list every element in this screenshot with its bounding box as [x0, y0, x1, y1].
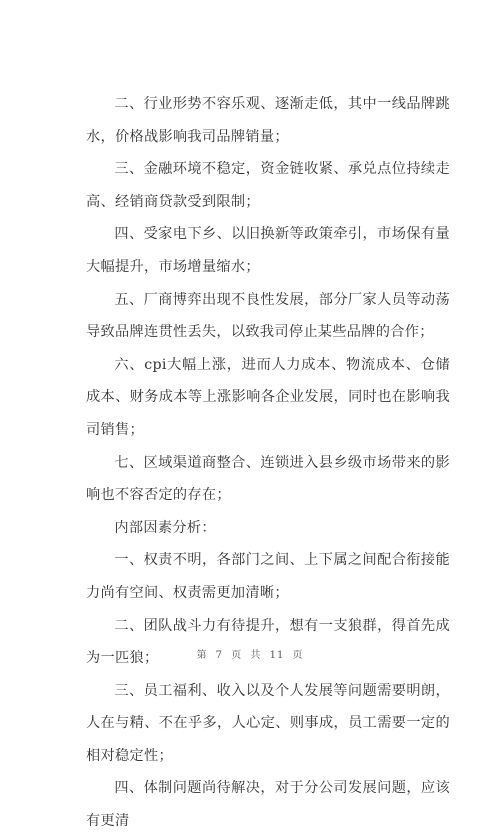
section-heading-internal-factors: 内部因素分析：: [114, 519, 216, 536]
paragraph-channel-integration: 七、区域渠道商整合、连锁进入县乡级市场带来的影响也不容否定的存在；: [86, 454, 450, 504]
document-body: [86, 88, 450, 838]
paragraph-policy-impact: 四、受家电下乡、以旧换新等政策牵引，市场保有量大幅提升，市场增量缩水；: [86, 226, 450, 275]
paragraph-team-strength: 二、团队战斗力有待提升，想有一支狼群，得首先成为一匹狼；: [86, 617, 450, 667]
paragraph-employee-welfare: 三、员工福利、收入以及个人发展等问题需要明朗，人在与精、不在乎多，人心定、则事成，员工需要一定的相对稳定性；: [86, 682, 450, 764]
page-number-footer: 第 7 页 共 11 页: [196, 650, 304, 661]
paragraph-financial-environment: 三、金融环境不稳定，资金链收紧、承兑点位持续走高、经销商贷款受到限制；: [86, 161, 450, 210]
paragraph-manufacturer-game: 五、厂商博弈出现不良性发展，部分厂家人员等动荡导致品牌连贯性丢失，以致我司停止某些品牌的合作；: [86, 291, 450, 341]
paragraph-system-issues: 四、体制问题尚待解决，对于分公司发展问题，应该有更清: [86, 780, 450, 830]
paragraph-unclear-responsibility: 一、权责不明，各部门之间、上下属之间配合衔接能力尚有空间、权责需更加清晰；: [86, 552, 450, 601]
paragraph-industry-trend: 二、行业形势不容乐观、逐渐走低，其中一线品牌跳水，价格战影响我司品牌销量；: [86, 96, 450, 145]
paragraph-cpi-rise: 六、cpi大幅上涨，进而人力成本、物流成本、仓储成本、财务成本等上涨影响各企业发展，同时也在影响我司销售；: [86, 356, 450, 438]
